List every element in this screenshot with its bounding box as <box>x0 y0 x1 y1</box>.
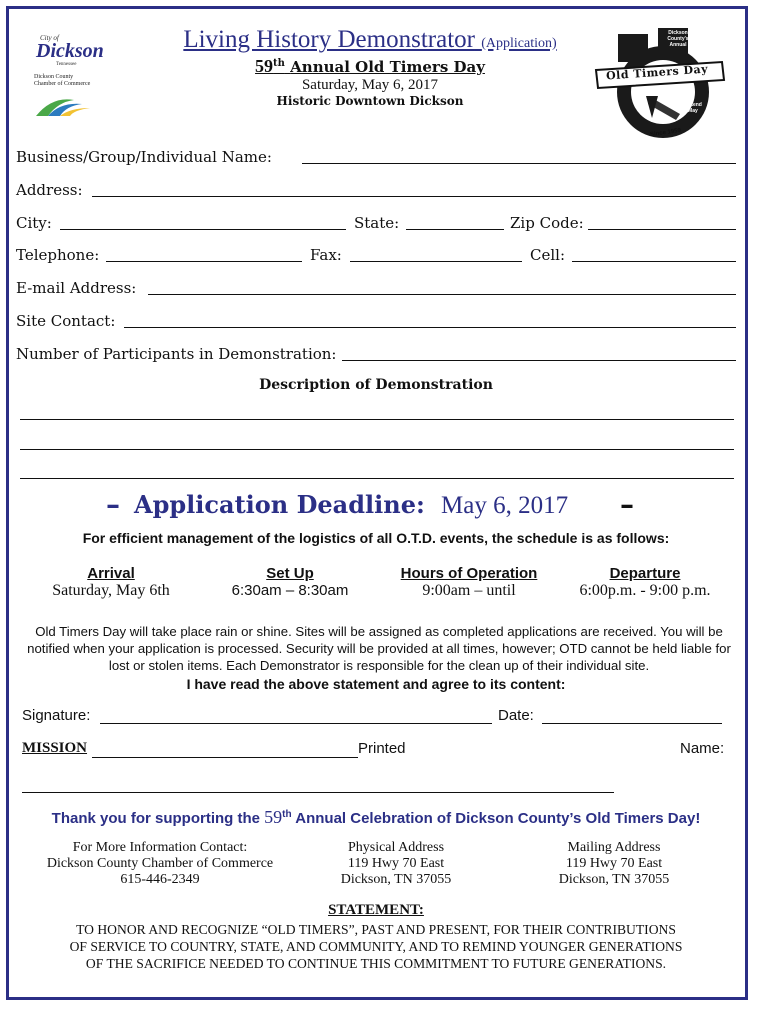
description-line-2[interactable] <box>20 449 734 450</box>
header <box>150 26 590 108</box>
address-field[interactable] <box>92 196 736 197</box>
deadline-date: May 6, 2017 <box>441 492 569 519</box>
logo-banner-text: Old Timers Day <box>605 62 709 83</box>
logo-top-text: Dickson County's Annual <box>667 30 689 48</box>
event-location: Historic Downtown Dickson <box>276 94 464 108</box>
policy-text: Old Timers Day will take place rain or shine. Sites will be assigned as completed applications are received. You will be notified when your application is processed. Security will be provided at all times, however; OTD cannot be held liable for lost or stolen items. Each Demonstrator is responsible for the clean up of their individual site. <box>27 624 731 673</box>
thanks-sup: th <box>282 809 292 820</box>
statement-line: TO HONOR AND RECOGNIZE “OLD TIMERS”, PAST AND PRESENT, FOR THEIR CONTRIBUTIONS <box>76 922 676 937</box>
title-text: Living History Demonstrator <box>183 26 475 53</box>
logo-state: Tennessee <box>56 62 77 67</box>
signature-field[interactable] <box>100 723 492 724</box>
logo-ring-text: 1st Weekend in May <box>680 96 702 114</box>
date-field[interactable] <box>542 723 722 724</box>
mission-label: MISSION <box>22 740 88 756</box>
schedule-heading: Arrival <box>87 565 135 582</box>
schedule-value: 6:00p.m. - 9:00 p.m. <box>579 582 711 599</box>
description-line-3[interactable] <box>20 478 734 479</box>
schedule-value: 9:00am – until <box>422 582 516 599</box>
fax-field[interactable] <box>350 261 522 262</box>
schedule-departure <box>560 565 730 600</box>
mailing-address <box>524 840 704 888</box>
statement-heading: STATEMENT: <box>328 902 424 918</box>
address-line: 119 Hwy 70 East <box>565 856 663 871</box>
printed-name-field-2[interactable] <box>22 792 614 793</box>
statement-text <box>0 921 752 972</box>
cell-label: Cell: <box>530 246 566 264</box>
address-label: Address: <box>16 181 83 199</box>
logo-chamber: Dickson County Chamber of Commerce <box>34 74 91 87</box>
old-timers-day-logo <box>588 24 728 142</box>
description-line-1[interactable] <box>20 419 734 420</box>
zip-field[interactable] <box>588 229 736 230</box>
participants-field[interactable] <box>342 360 736 361</box>
city-field[interactable] <box>60 229 346 230</box>
thanks-num: 59 <box>264 807 283 827</box>
contact-line: 615-446-2349 <box>120 872 200 887</box>
zip-label: Zip Code: <box>510 214 584 232</box>
page-title <box>150 26 590 54</box>
name-label: Name: <box>680 740 725 757</box>
city-label: City: <box>16 214 52 232</box>
schedule-value: Saturday, May 6th <box>52 582 170 599</box>
schedule-heading: Departure <box>609 565 681 582</box>
deadline-dash-left: – <box>106 488 120 521</box>
schedule-heading: Set Up <box>266 565 314 582</box>
physical-address <box>306 840 486 888</box>
business-name-field[interactable] <box>302 163 736 164</box>
logo-city-name: Dickson <box>36 40 104 62</box>
printed-name-field[interactable] <box>92 757 358 758</box>
address-line: Dickson, TN 37055 <box>340 872 452 887</box>
deadline-dash-right: – <box>620 488 634 521</box>
schedule-hours <box>384 565 554 600</box>
thank-you-line <box>0 807 752 828</box>
email-label: E-mail Address: <box>16 279 137 297</box>
participants-label: Number of Participants in Demonstration: <box>16 345 337 363</box>
statement-line: OF SERVICE TO COUNTRY, STATE, AND COMMUNITY, AND TO REMIND YOUNGER GENERATIONS <box>69 939 683 954</box>
state-label: State: <box>354 214 400 232</box>
event-ordinal: 59 <box>255 56 274 76</box>
address-line: Dickson, TN 37055 <box>558 872 670 887</box>
thanks-suffix: Annual Celebration of Dickson County’s Old Timers Day! <box>295 810 701 827</box>
event-date: Saturday, May 6, 2017 <box>301 77 439 93</box>
event-name: Annual Old Timers Day <box>290 58 485 76</box>
schedule-arrival <box>28 565 194 600</box>
thanks-prefix: Thank you for supporting the <box>51 810 260 827</box>
schedule-setup <box>204 565 376 600</box>
email-field[interactable] <box>148 294 736 295</box>
contact-line: Dickson County Chamber of Commerce <box>46 856 274 871</box>
site-contact-field[interactable] <box>124 327 736 328</box>
date-label: Date: <box>498 707 534 724</box>
logo-swoosh-icon <box>34 94 94 120</box>
deadline-label: Application Deadline: <box>134 490 425 519</box>
address-line: Physical Address <box>347 840 445 855</box>
logo-since-text: Since 1959 <box>649 127 682 139</box>
fax-label: Fax: <box>310 246 342 264</box>
statement-line: OF THE SACRIFICE NEEDED TO CONTINUE THIS COMMITMENT TO FUTURE GENERATIONS. <box>85 956 667 971</box>
printed-label: Printed <box>358 740 406 757</box>
event-line <box>150 56 590 77</box>
site-contact-label: Site Contact: <box>16 312 116 330</box>
agree-statement: I have read the above statement and agree to its content: <box>186 676 566 692</box>
description-heading: Description of Demonstration <box>259 377 493 393</box>
schedule-intro: For efficient management of the logistics of all O.T.D. events, the schedule is as follows: <box>82 530 670 546</box>
cell-field[interactable] <box>572 261 736 262</box>
telephone-label: Telephone: <box>16 246 100 264</box>
event-ordinal-sup: th <box>273 58 285 69</box>
state-field[interactable] <box>406 229 504 230</box>
business-name-label: Business/Group/Individual Name: <box>16 148 272 166</box>
address-line: 119 Hwy 70 East <box>347 856 445 871</box>
address-line: Mailing Address <box>567 840 661 855</box>
dickson-logo <box>30 34 110 122</box>
logo-city-of: City of <box>40 34 59 42</box>
telephone-field[interactable] <box>106 261 302 262</box>
title-suffix: (Application) <box>481 36 557 51</box>
contact-line: For More Information Contact: <box>72 840 248 855</box>
signature-label: Signature: <box>22 707 91 724</box>
contact-info <box>22 840 298 888</box>
schedule-value: 6:30am – 8:30am <box>231 582 349 599</box>
schedule-heading: Hours of Operation <box>400 565 538 582</box>
